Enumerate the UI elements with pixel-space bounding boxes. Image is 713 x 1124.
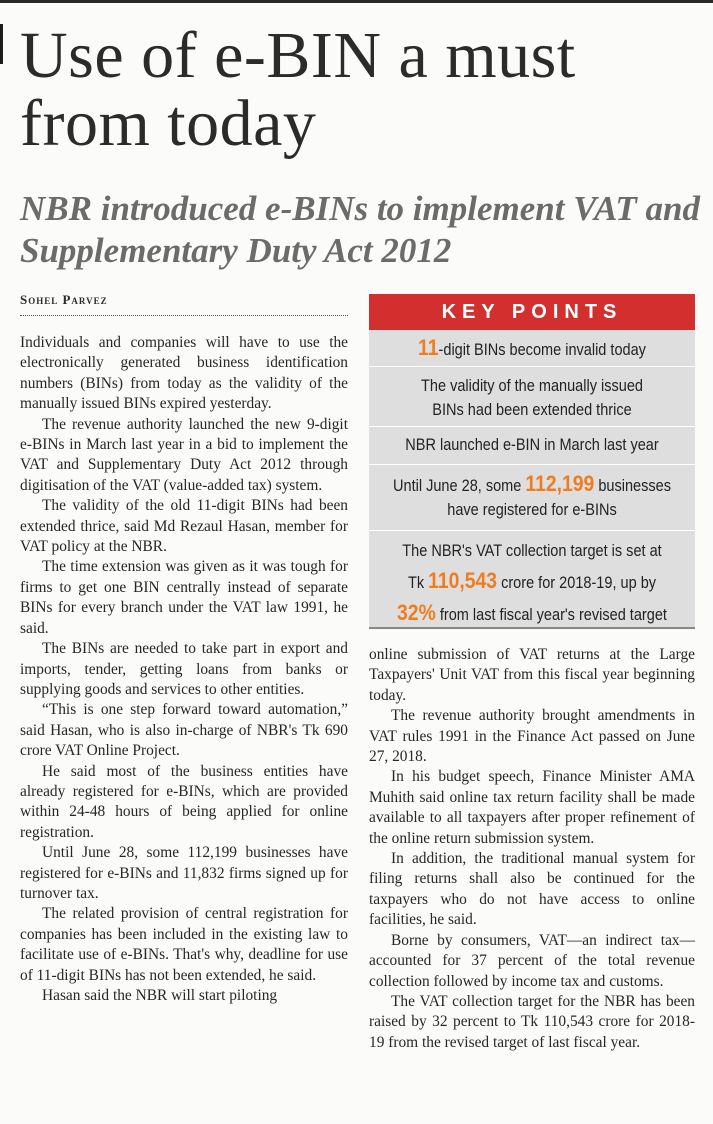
key-point-divider xyxy=(369,366,695,367)
key-point-text: -digit BINs become invalid today xyxy=(438,341,646,359)
article-column-2 xyxy=(369,645,695,1053)
key-point-line: The NBR's VAT collection target is set at xyxy=(402,542,662,560)
key-point-line: BINs had been extended thrice xyxy=(432,401,632,419)
key-point-text: businesses xyxy=(594,477,671,495)
key-points-box xyxy=(369,294,695,628)
margin-mark xyxy=(0,24,3,64)
key-point-4 xyxy=(389,472,676,522)
key-point-line: The validity of the manually issued xyxy=(421,377,643,395)
byline-divider xyxy=(20,315,348,316)
article-column-1 xyxy=(20,333,348,1006)
paragraph: The VAT collection target for the NBR has been raised by 32 percent to Tk 110,543 crore for 2018-19 from the revised target of last fiscal year. xyxy=(369,992,695,1051)
paragraph: Borne by consumers, VAT—an indirect tax—accounted for 37 percent of the total revenue collection followed by income tax and customs. xyxy=(369,931,695,990)
paragraph: The related provision of central registration for companies has been included in the existing law to facilitate use of e-BINs. That's why, deadline for use of 11-digit BINs has not been extended, he said. xyxy=(20,905,348,984)
paragraph: The validity of the old 11-digit BINs had been extended thrice, said Md Rezaul Hasan, member for VAT policy at the NBR. xyxy=(20,497,348,556)
key-point-3 xyxy=(389,433,676,457)
key-point-2 xyxy=(389,374,676,422)
key-point-highlight: 11 xyxy=(418,335,439,360)
key-point-line: have registered for e-BINs xyxy=(447,501,617,519)
paragraph: Individuals and companies will have to use the electronically generated business identification numbers (BINs) from today as the validity of the manually issued BINs expired yesterday. xyxy=(20,334,348,413)
key-point-text: Tk xyxy=(407,574,429,592)
paragraph: The revenue authority launched the new 9-digit e-BINs in March last year in a bid to implement the VAT and Supplementary Duty Act 2012 through digitisation of the VAT (value-added tax) system. xyxy=(20,415,348,494)
key-point-text: crore for 2018-19, up by xyxy=(497,574,657,592)
paragraph: The revenue authority brought amendments in VAT rules 1991 in the Finance Act passed on June 27, 2018. xyxy=(369,707,695,766)
headline: Use of e-BIN a must from today xyxy=(20,19,576,160)
paragraph: Hasan said the NBR will start piloting xyxy=(42,987,278,1004)
key-point-text: from last fiscal year's revised target xyxy=(435,606,667,624)
key-point-highlight: 110,543 xyxy=(428,568,498,593)
key-points-bottom-rule xyxy=(369,627,695,629)
key-points-title: KEY POINTS xyxy=(369,294,695,330)
paragraph: “This is one step forward toward automation,” said Hasan, who is also in-charge of NBR's Tk 690 crore VAT Online Project. xyxy=(20,701,348,760)
key-point-divider xyxy=(369,530,695,531)
key-point-1 xyxy=(389,336,676,362)
paragraph: He said most of the business entities have already registered for e-BINs, which are provided within 24-48 hours of being applied for online registration. xyxy=(20,762,348,841)
paragraph: Until June 28, some 112,199 businesses have registered for e-BINs and 11,832 firms signed up for turnover tax. xyxy=(20,844,348,902)
key-point-text: NBR launched e-BIN in March last year xyxy=(405,436,659,454)
paragraph: online submission of VAT returns at the Large Taxpayers' Unit VAT from this fiscal year beginning today. xyxy=(369,646,695,704)
subheadline: NBR introduced e-BINs to implement VAT and Supplementary Duty Act 2012 xyxy=(20,189,700,270)
key-point-divider xyxy=(369,464,695,465)
byline: Sohel Parvez xyxy=(20,292,108,307)
key-point-highlight: 112,199 xyxy=(525,471,595,496)
key-point-divider xyxy=(369,426,695,427)
top-rule xyxy=(0,0,713,3)
key-point-highlight: 32% xyxy=(397,600,436,625)
key-point-text: Until June 28, some xyxy=(393,477,526,495)
paragraph: In addition, the traditional manual system for filing returns shall also be continued for the taxpayers who do not have access to online facilities, he said. xyxy=(369,850,695,929)
key-point-5 xyxy=(389,537,676,630)
paragraph: The time extension was given as it was tough for firms to get one BIN centrally instead of separate BINs for every branch under the VAT law 1991, he said. xyxy=(20,558,348,637)
paragraph: In his budget speech, Finance Minister AMA Muhith said online tax return facility shall be made available to all taxpayers after proper refinement of the online return submission system. xyxy=(369,768,695,847)
paragraph: The BINs are needed to take part in export and imports, tender, getting loans from banks or supplying goods and services to other entities. xyxy=(20,640,348,698)
